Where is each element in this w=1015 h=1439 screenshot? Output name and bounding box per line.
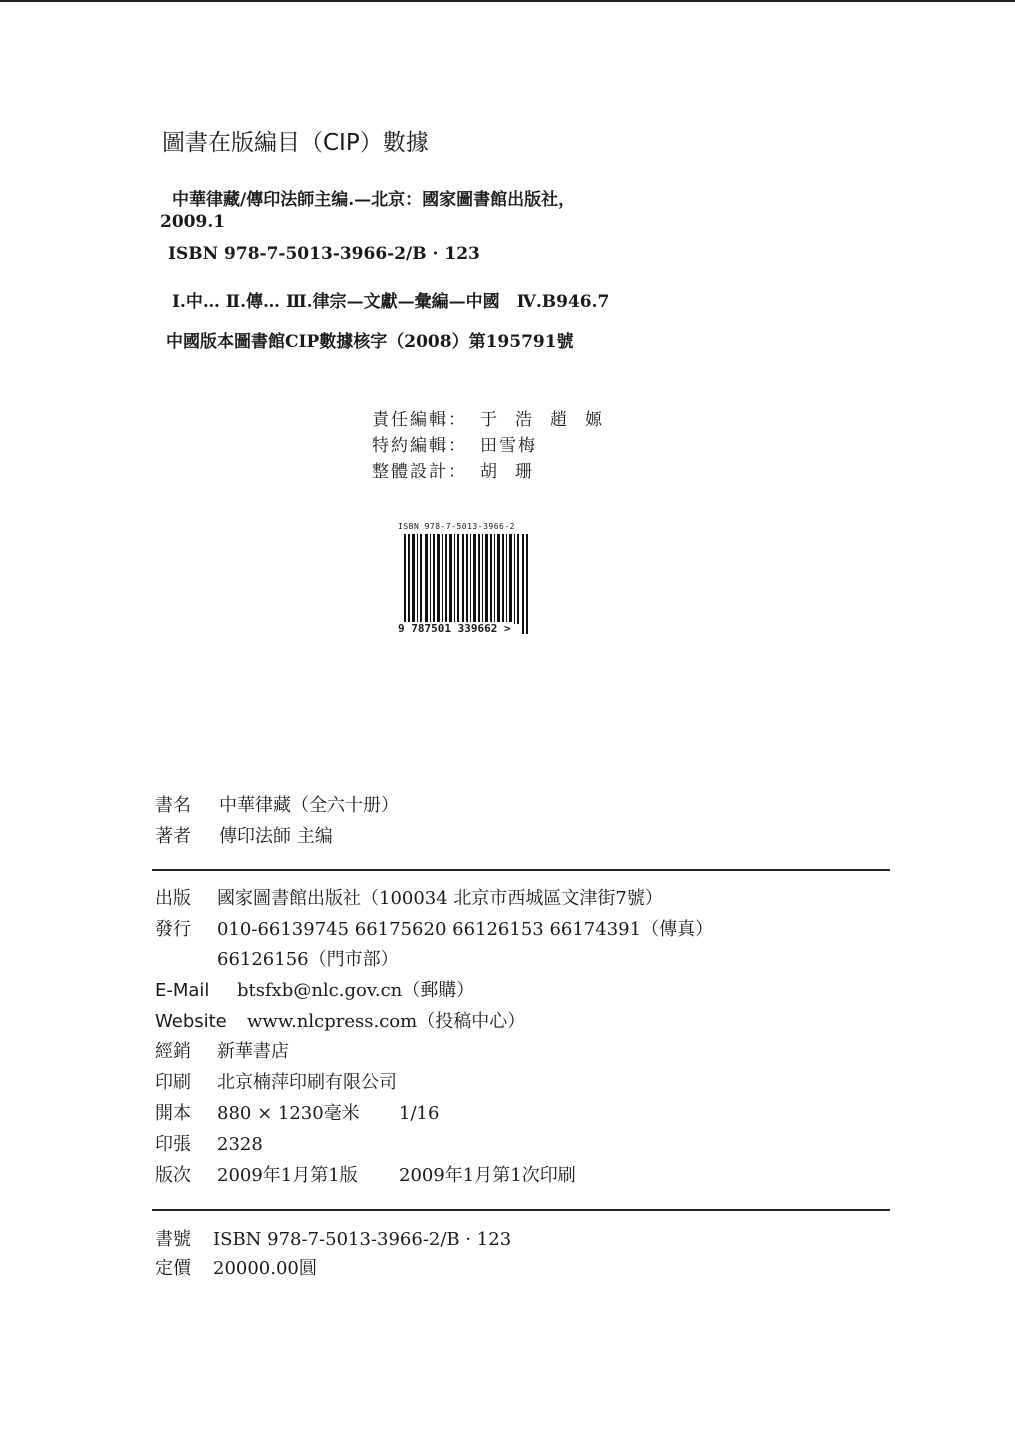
printer-label: 印刷	[155, 1072, 191, 1093]
printer-value: 北京楠萍印刷有限公司	[217, 1072, 397, 1093]
barcode-bars	[402, 534, 530, 634]
cip-title: 圖書在版編目（CIP）數據	[162, 130, 429, 156]
divider-rule-bottom	[152, 1209, 890, 1211]
isbn-barcode	[398, 522, 548, 642]
credit-label: 特約編輯：	[372, 436, 467, 456]
distribution-row	[155, 915, 713, 941]
price-label: 定價	[155, 1258, 191, 1279]
cip-line-1: 中華律藏/傳印法師主编.—北京：國家圖書館出版社，	[172, 190, 576, 210]
divider-rule	[152, 869, 890, 871]
distribution-value: 010-66139745 66175620 66126153 66174391（傳真）	[217, 919, 714, 940]
email-value: btsfxb@nlc.gov.cn（郵購）	[237, 980, 475, 1001]
book-title-label: 書名	[155, 795, 191, 816]
price-value: 20000.00圓	[213, 1258, 317, 1279]
credit-value: 田雪梅	[480, 436, 537, 456]
book-title-value: 中華律藏（全六十册）	[219, 795, 399, 816]
email-row	[155, 976, 474, 1002]
book-author-value: 傳印法師 主编	[219, 826, 333, 847]
sheets-label: 印張	[155, 1134, 191, 1155]
website-row	[155, 1007, 525, 1033]
format-fraction: 1/16	[399, 1103, 440, 1124]
credit-responsible-editor	[372, 405, 620, 430]
booknumber-row	[155, 1225, 511, 1251]
distribution-value-2: 66126156（門市部）	[217, 949, 399, 970]
website-label: Website	[155, 1011, 227, 1032]
email-label: E-Mail	[155, 980, 210, 1001]
dealer-row	[155, 1037, 289, 1063]
credit-special-editor	[372, 431, 537, 456]
booknumber-label: 書號	[155, 1229, 191, 1250]
cip-isbn-line: ISBN 978-7-5013-3966-2/B · 123	[168, 244, 480, 264]
credit-designer	[372, 457, 550, 482]
price-row	[155, 1254, 317, 1280]
credit-value: 胡珊	[480, 462, 550, 482]
cip-line-2: 2009.1	[160, 212, 226, 232]
format-row	[155, 1099, 439, 1125]
sheets-row	[155, 1130, 263, 1156]
edition-row	[155, 1161, 576, 1187]
barcode-isbn-text: ISBN 978-7-5013-3966-2	[398, 522, 515, 531]
credit-label: 整體設計：	[372, 462, 467, 482]
publisher-row	[155, 884, 663, 910]
barcode-digits: 9 787501 339662 >	[398, 622, 511, 635]
printing-value: 2009年1月第1次印刷	[399, 1165, 576, 1186]
cip-classification: Ⅰ.中… Ⅱ.傳… Ⅲ.律宗—文獻—彙編—中國 Ⅳ.B946.7	[172, 292, 610, 312]
format-value: 880 × 1230毫米	[217, 1103, 360, 1124]
book-author-label: 著者	[155, 826, 191, 847]
dealer-value: 新華書店	[217, 1041, 289, 1062]
credit-value: 于浩趙嫄	[480, 410, 620, 430]
edition-label: 版次	[155, 1165, 191, 1186]
printer-row	[155, 1068, 397, 1094]
format-label: 開本	[155, 1103, 191, 1124]
distribution-label: 發行	[155, 919, 191, 940]
publisher-label: 出版	[155, 888, 191, 909]
book-author-row	[155, 822, 333, 848]
sheets-value: 2328	[217, 1134, 263, 1155]
website-value: www.nlcpress.com（投稿中心）	[247, 1011, 526, 1032]
top-border	[0, 0, 1015, 2]
edition-value: 2009年1月第1版	[217, 1165, 358, 1186]
booknumber-value: ISBN 978-7-5013-3966-2/B · 123	[213, 1229, 512, 1250]
cip-record-number: 中國版本圖書館CIP數據核字（2008）第195791號	[166, 332, 574, 352]
book-title-row	[155, 791, 399, 817]
publisher-value: 國家圖書館出版社（100034 北京市西城區文津街7號）	[217, 888, 663, 909]
credit-label: 責任編輯：	[372, 410, 467, 430]
dealer-label: 經銷	[155, 1041, 191, 1062]
